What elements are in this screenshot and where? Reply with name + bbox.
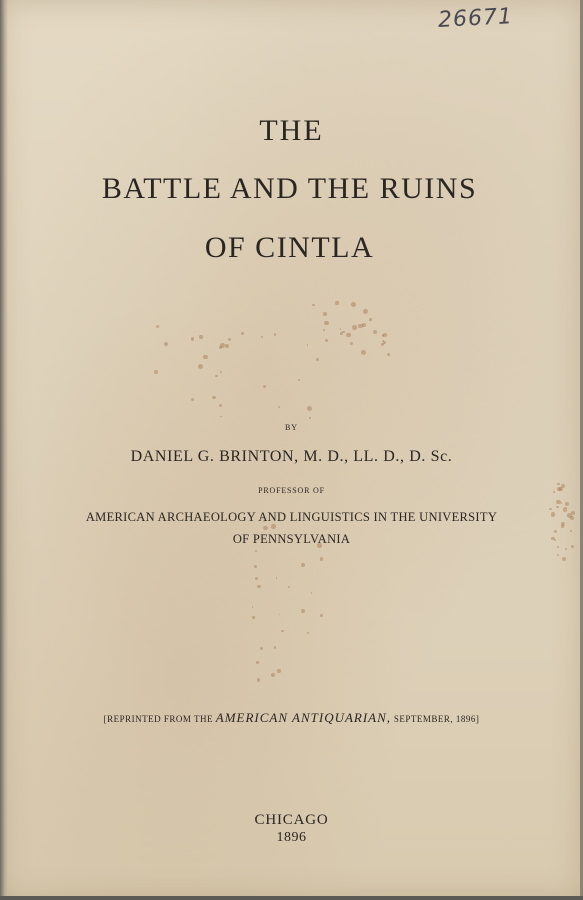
reprint-suffix: SEPTEMBER, 1896]	[393, 714, 480, 724]
foxing-spot	[298, 379, 300, 381]
foxing-spot	[307, 406, 312, 411]
foxing-spot	[320, 614, 323, 617]
accession-number: 26671	[437, 4, 514, 33]
affiliation-line-1: AMERICAN ARCHAEOLOGY AND LINGUISTICS IN THE UNIVERSITY	[85, 510, 498, 524]
foxing-spot	[320, 557, 324, 561]
foxing-spot	[311, 592, 313, 594]
title-line-3: OF CINTLA	[204, 231, 375, 264]
foxing-spot	[276, 577, 278, 579]
foxing-spot	[342, 331, 344, 333]
foxing-spot	[307, 632, 309, 634]
foxing-spot	[323, 329, 325, 331]
foxing-spot	[312, 304, 315, 307]
foxing-spot	[362, 323, 365, 326]
foxing-spot	[263, 385, 266, 388]
page-bottom-edge	[0, 896, 583, 900]
foxing-spot	[556, 506, 558, 508]
foxing-spot	[278, 406, 280, 408]
foxing-spot	[241, 332, 244, 335]
foxing-spot	[154, 370, 158, 374]
foxing-spot	[277, 669, 281, 673]
foxing-spot	[215, 375, 217, 377]
foxing-spot	[301, 563, 305, 567]
foxing-spot	[325, 339, 328, 342]
foxing-spot	[252, 616, 255, 619]
imprint-city: CHICAGO	[254, 812, 329, 828]
foxing-spot	[261, 336, 263, 338]
foxing-spot	[255, 577, 258, 580]
foxing-spot	[335, 301, 338, 304]
foxing-spot	[260, 647, 263, 650]
foxing-spot	[565, 502, 569, 506]
foxing-spot	[252, 606, 254, 608]
foxing-spot	[288, 586, 290, 588]
foxing-spot	[561, 502, 563, 504]
foxing-spot	[369, 318, 371, 320]
foxing-spot	[387, 353, 390, 356]
foxing-spot	[274, 646, 276, 648]
foxing-spot	[323, 312, 327, 316]
foxing-spot	[557, 554, 559, 556]
foxing-spot	[562, 557, 566, 561]
author-role: PROFESSOR OF	[258, 486, 325, 495]
foxing-spot	[373, 330, 377, 334]
foxing-spot	[363, 309, 368, 314]
foxing-spot	[225, 344, 230, 349]
foxing-spot	[255, 550, 257, 552]
foxing-spot	[301, 609, 305, 613]
foxing-spot	[381, 343, 384, 346]
foxing-spot	[309, 417, 311, 419]
title-line-2: BATTLE AND THE RUINS	[101, 172, 478, 205]
foxing-spot	[340, 328, 342, 330]
foxing-spot	[271, 673, 275, 677]
foxing-spot	[257, 585, 261, 589]
foxing-spot	[220, 371, 222, 373]
foxing-spot	[307, 344, 309, 346]
foxing-spot	[346, 333, 350, 337]
foxing-spot	[263, 526, 267, 530]
foxing-spot	[199, 335, 202, 338]
foxing-spot	[219, 404, 222, 407]
foxing-spot	[274, 333, 276, 335]
foxing-spot	[228, 338, 231, 341]
foxing-spot	[352, 325, 357, 330]
foxing-spot	[358, 324, 363, 329]
foxing-spot	[156, 325, 159, 328]
foxing-spot	[203, 355, 207, 359]
imprint-year: 1896	[276, 830, 307, 845]
foxing-spot	[219, 346, 222, 349]
foxing-spot	[212, 396, 216, 400]
foxing-spot	[316, 358, 319, 361]
foxing-spot	[198, 364, 203, 369]
foxing-spot	[350, 342, 353, 345]
title-line-1: THE	[259, 114, 324, 147]
foxing-spot	[351, 302, 356, 307]
foxing-spot	[557, 483, 559, 485]
foxing-spot	[220, 416, 222, 418]
reprint-note	[0, 710, 583, 726]
foxing-spot	[191, 398, 194, 401]
journal-name: AMERICAN ANTIQUARIAN,	[215, 710, 392, 725]
foxing-spot	[191, 337, 195, 341]
foxing-spot	[257, 678, 260, 681]
foxing-spot	[324, 321, 328, 325]
foxing-spot	[256, 661, 259, 664]
foxing-spot	[361, 350, 366, 355]
reprint-prefix: [REPRINTED FROM THE	[103, 714, 213, 724]
foxing-spot	[164, 342, 168, 346]
author-name: DANIEL G. BRINTON, M. D., LL. D., D. Sc.	[130, 448, 453, 465]
byline-by: BY	[284, 423, 299, 432]
foxing-spot	[254, 565, 257, 568]
foxing-spot	[281, 630, 283, 632]
foxing-spot	[565, 548, 567, 550]
affiliation-line-2: OF PENNSYLVANIA	[232, 532, 351, 546]
foxing-spot	[279, 614, 281, 616]
